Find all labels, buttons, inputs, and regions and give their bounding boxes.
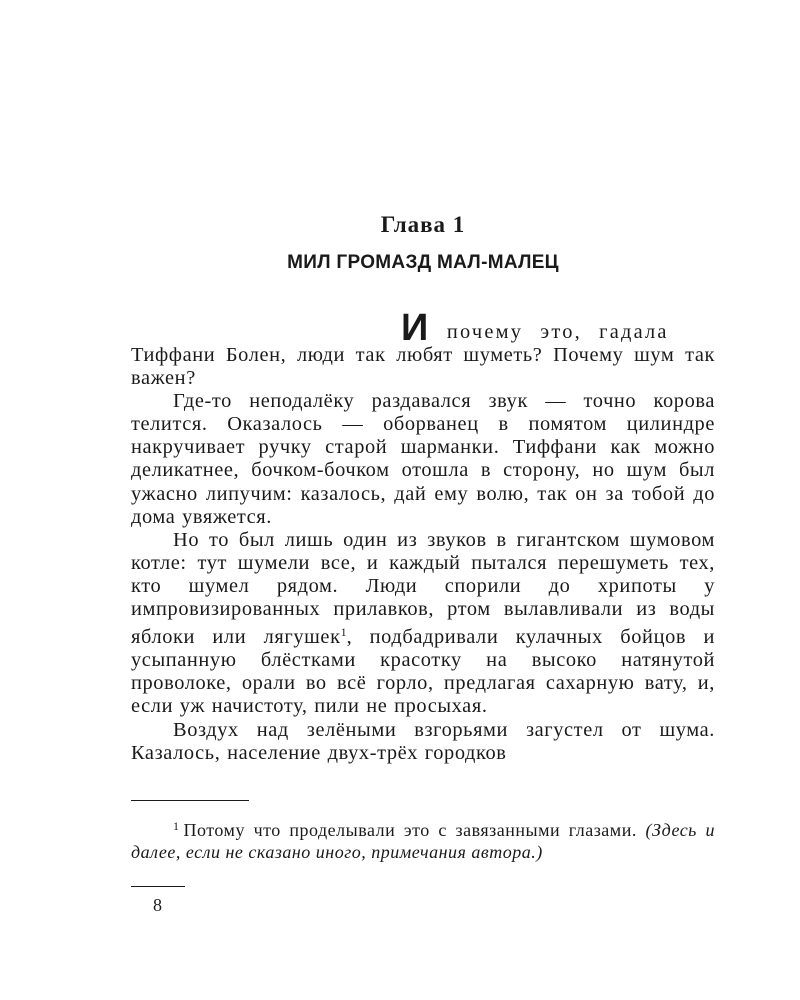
- paragraph-3-text-b: , подбадривали кулачных бойцов и усыпанную блёстками красотку на высоко натянутой проволоке, орали во всё горло, предлагая сахарную вату, и, если уж начистоту, пили не просыхая.: [131, 626, 716, 718]
- drop-cap: И: [401, 307, 429, 349]
- page-number: 8: [153, 895, 162, 915]
- book-page: [131, 0, 715, 1000]
- footnote-reference[interactable]: 1: [340, 625, 347, 640]
- paragraph-2: Где-то неподалёку раздавался звук — точно корова телится. Оказалось — оборванец в помятом цилиндре накручивает ручку старой шарманки. Тиффани как можно деликатнее, бочком-бочком отошла в сторону, но шум был ужасно липучим: казалось, дай ему волю, так он за тобой до дома увяжется.: [131, 390, 715, 528]
- first-line: [131, 307, 715, 349]
- footnote-number: 1: [173, 819, 180, 833]
- page-number-divider: [131, 886, 185, 887]
- footnote-italic-note: (Здесь и далее, если не сказано иного, примечания автора.): [131, 820, 716, 862]
- footnote: [131, 815, 715, 863]
- chapter-title: МИЛ ГРОМАЗД МАЛ-МАЛЕЦ: [287, 252, 559, 273]
- footnote-divider: [131, 800, 249, 801]
- paragraph-4: Воздух над зелёными взгорьями загустел от шума. Казалось, население двух-трёх городков: [131, 718, 715, 764]
- chapter-number: Глава 1: [380, 212, 466, 237]
- footnote-text: Потому что проделывали это с завязанными глазами.: [183, 820, 637, 840]
- paragraph-3-text-a: Но то был лишь один из звуков в гигантском шумовом котле: тут шумели все, и каждый пытался перешуметь тех, кто шумел рядом. Люди спорили до хрипоты у импровизированных прилавков, ртом вылавливали из воды яблоки или лягушек: [131, 528, 715, 649]
- paragraph-1: Тиффани Болен, люди так любят шуметь? Почему шум так важен?: [131, 344, 715, 390]
- first-line-text: почему это, гадала: [446, 321, 669, 343]
- paragraph-3: [131, 529, 715, 719]
- chapter-body: [131, 307, 716, 765]
